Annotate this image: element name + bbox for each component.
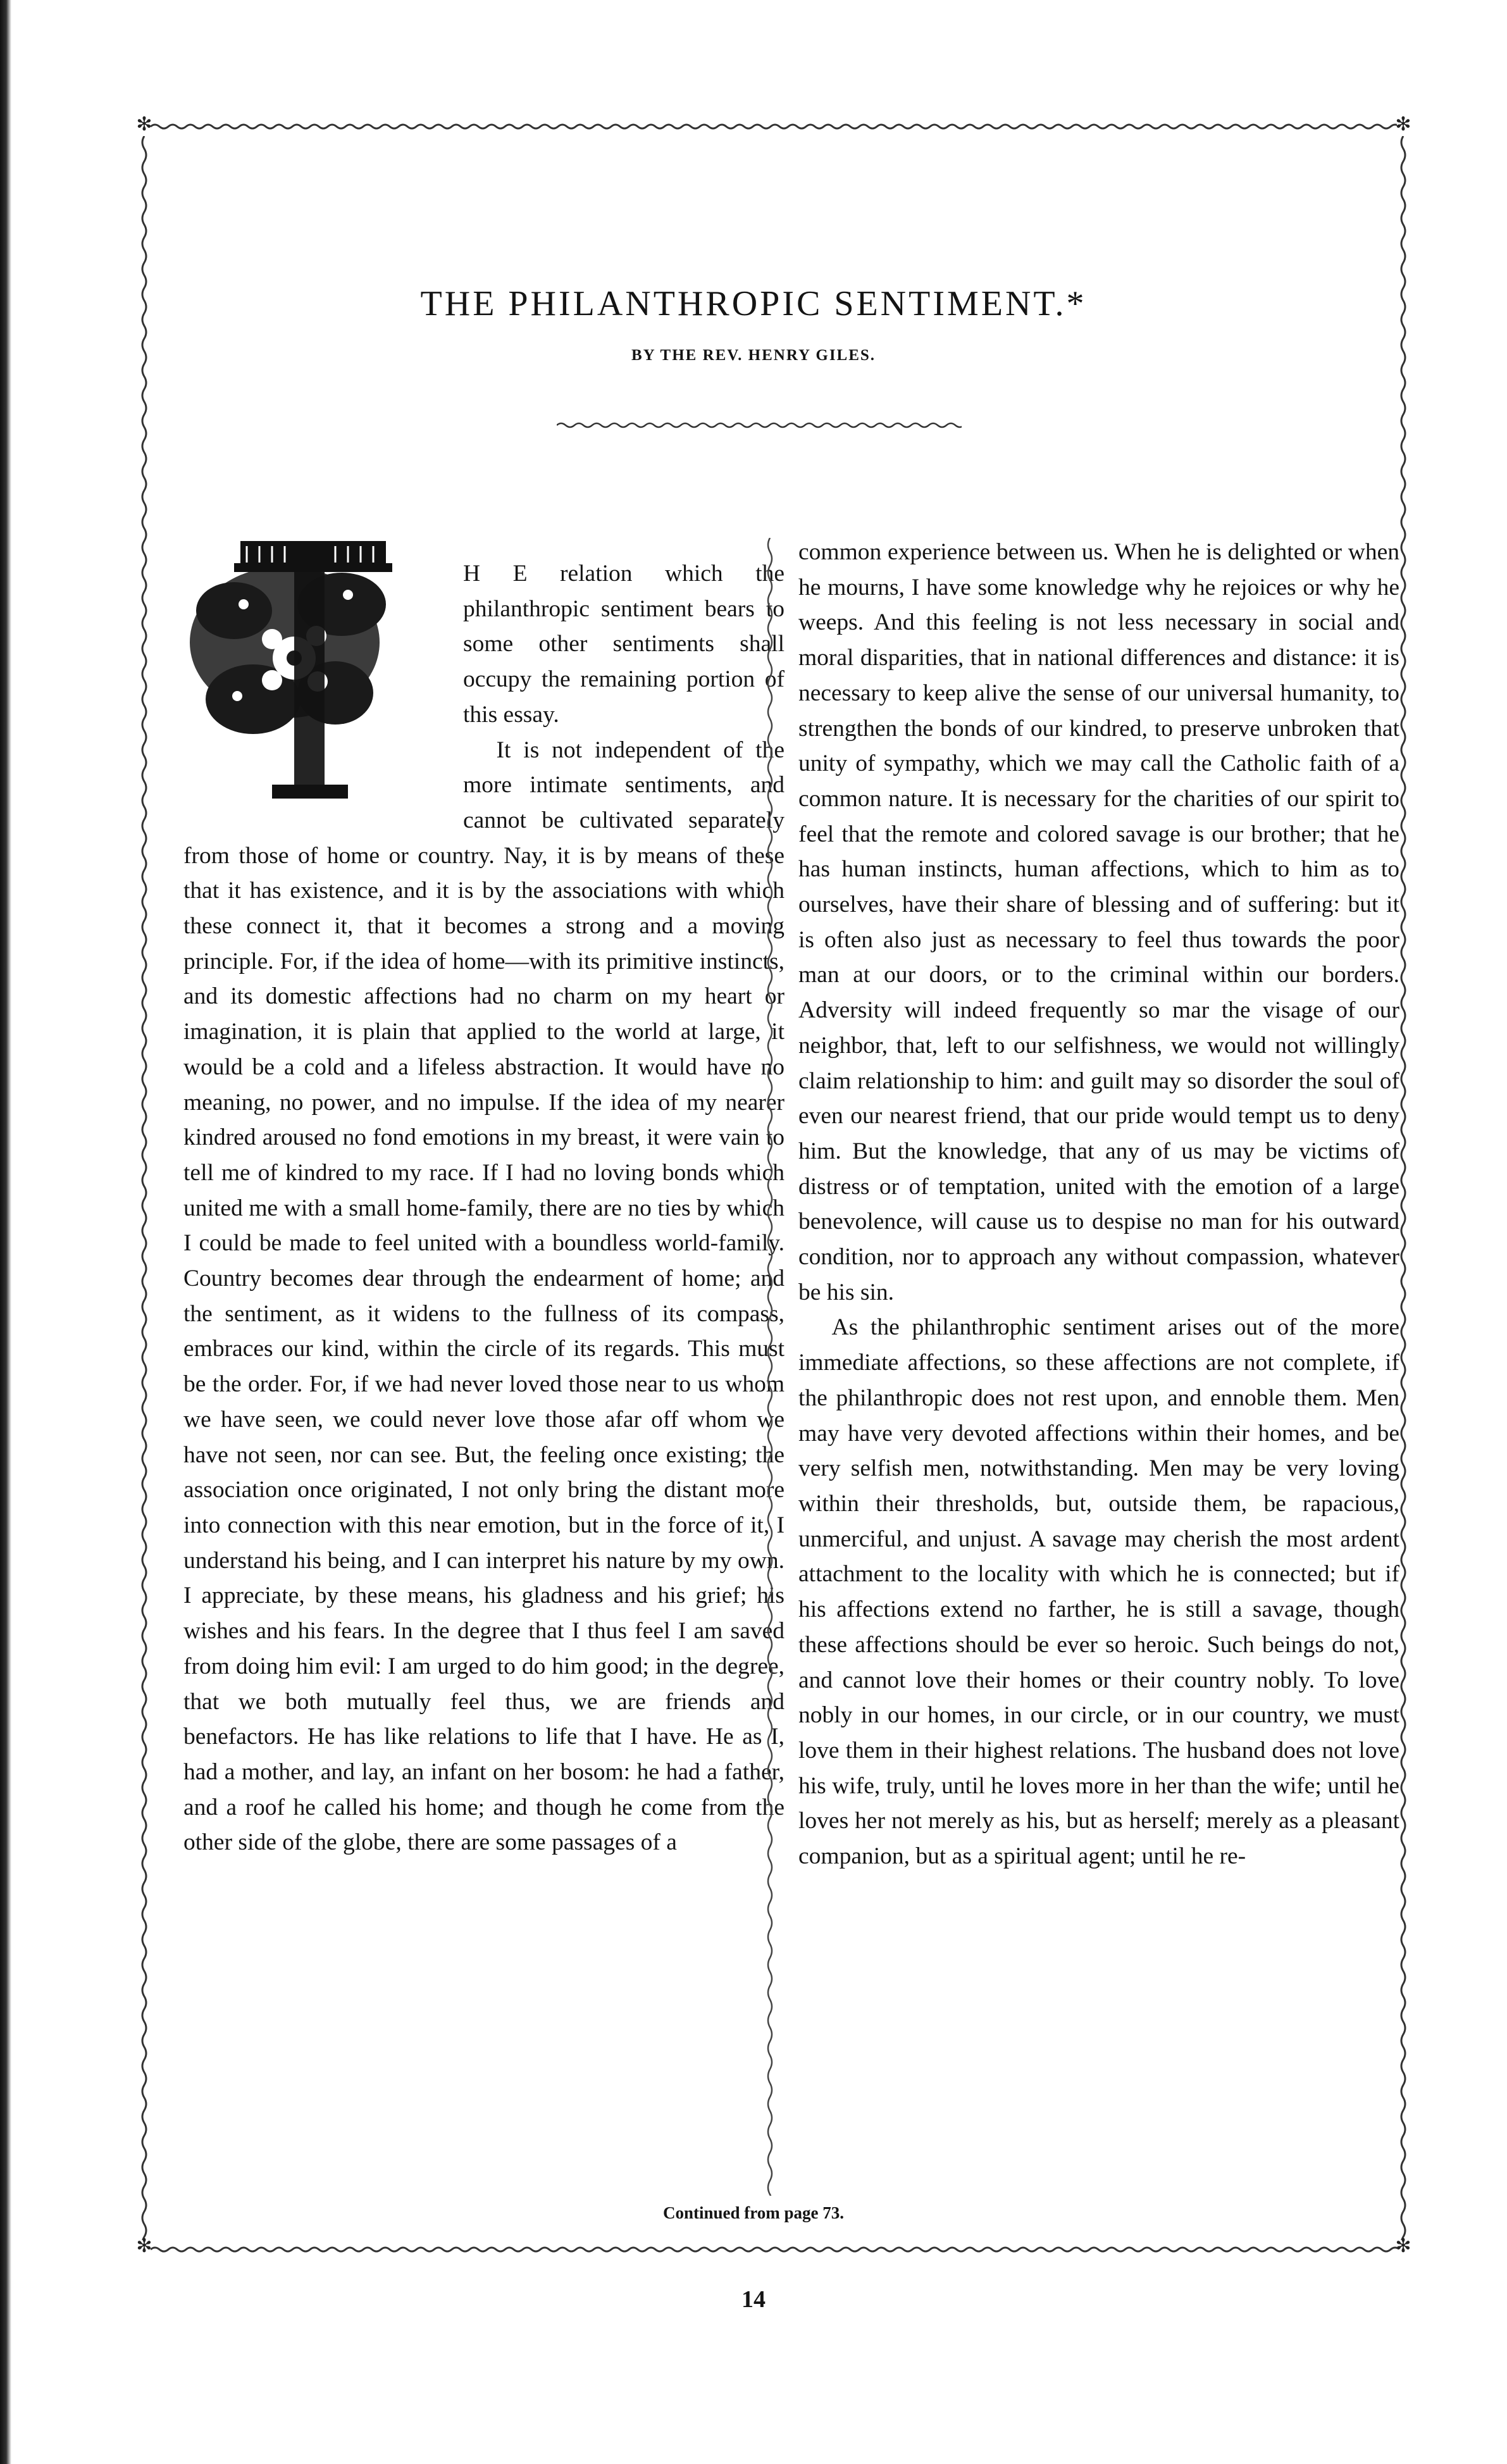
drop-cap-ornament bbox=[183, 535, 443, 807]
border-left bbox=[138, 136, 151, 2240]
border-top bbox=[151, 120, 1397, 133]
paragraph: As the philanthrophic sentiment arises out of the more immediate affections, so these affections are not complete, if the philanthropic does not rest upon, and ennoble them. Men may have very devoted affections within their homes, and be very selfish men, notwithstanding. Men may be very loving within their thresholds, but, outside them, be rapacious, unmerciful, and unjust. A savage may cherish the most ardent attachment to the locality with which he is connected; but if his affections extend no farther, he is still a savage, though these affections should be ever so heroic. Such beings do not, and cannot love their homes or their country nobly. To love nobly in our homes, in our circle, or in our country, we must love them in their highest relations. The husband does not love his wife, truly, until he loves more in her than the wife; until he loves her not merely as his, but as herself; merely as a pleasant companion, but as a spiritual agent; until he re- bbox=[798, 1314, 1399, 1870]
right-column bbox=[798, 535, 1399, 1874]
paragraph: common experience between us. When he is delighted or when he mourns, I have some knowledge why he rejoices or why he weeps. And this feeling is not less necessary in social and moral disparities, that in national differences and distance: it is necessary to keep alive the sense of our universal humanity, to strengthen the bonds of our kindred, to preserve unbroken that unity of sympathy, which we may call the Catholic faith of a common nature. It is necessary for the charities of our spirit to feel that the remote and colored savage is our brother; that he has human instincts, human affections, which to him as to ourselves, have their share of blessing and of suffering: but it is often also just as necessary to feel thus towards the poor man at our doors, or to the criminal within our borders. Adversity will indeed frequently so mar the visage of our neighbor, that, left to our selfishness, we would not willingly claim relationship to him: and guilt may so disorder the soul of even our nearest friend, that our pride would tempt us to deny him. But the knowledge, that any of us may be victims of distress or of temptation, united with the emotion of a large benevolence, will cause us to despise no man for his outward condition, nor to approach any without compassion, whatever be his sin. bbox=[798, 539, 1399, 1305]
continued-note: Continued from page 73. bbox=[662, 2203, 845, 2222]
article-title: THE PHILANTHROPIC SENTIMENT.* bbox=[420, 283, 1087, 323]
article-byline: BY THE REV. HENRY GILES. bbox=[631, 347, 876, 364]
byline-divider bbox=[557, 418, 962, 436]
corner-ornament-icon: ✻ bbox=[136, 2236, 152, 2256]
corner-ornament-icon: ✻ bbox=[1395, 114, 1411, 135]
scan-edge-shadow bbox=[0, 0, 11, 2464]
paragraph: H E relation which the philanthropic sentiment bears to some other sentiments shall occupy the remaining portion of this essay. bbox=[463, 561, 785, 728]
column-divider bbox=[764, 538, 776, 2199]
page-number: 14 bbox=[741, 2286, 766, 2313]
corner-ornament-icon: ✻ bbox=[136, 114, 152, 135]
paragraph: It is not independent of the more intimate sentiments, and cannot be cultivated separately from those of home or country. Nay, it is by means of these that it has existence, and it is by the associations with which these connect it, that it becomes a strong and a moving principle. For, if the idea of home—with its primitive instincts, and its domestic affections had no charm on my heart or imagination, it is plain that applied to the world at large, it would be a cold and a lifeless abstraction. It would have no meaning, no power, and no impulse. If the idea of my nearer kindred aroused no fond emotions in my breast, it were vain to tell me of kindred to my race. If I had no loving bonds which united me with a small home-family, there are no ties by which I could be made to feel united with a boundless world-family. Country becomes dear through the endearment of home; and the sentiment, as it widens to the fullness of its compass, embraces our kind, within the circle of its regards. This must be the order. For, if we had never loved those near to us whom we have seen, we could never love those afar off whom we have not seen, nor can see. But, the feeling once existing; the association once originated, I not only bring the distant more into connection with this near emotion, but in the force of it, I understand his being, and I can interpret his nature by my own. I appreciate, by these means, his gladness and his grief; his wishes and his fears. In the degree that I thus feel I am saved from doing him evil: I am urged to do him good; in the degree, that we both mutually feel thus, we are friends and benefactors. He has like relations to life that I have. He as I, had a mother, and lay, an infant on her bosom: he had a father, and a roof he called his home; and though he come from the other side of the globe, there are some passages of a bbox=[183, 737, 785, 1856]
corner-ornament-icon: ✻ bbox=[1395, 2236, 1411, 2256]
border-bottom bbox=[151, 2243, 1397, 2256]
left-column bbox=[183, 535, 785, 1860]
